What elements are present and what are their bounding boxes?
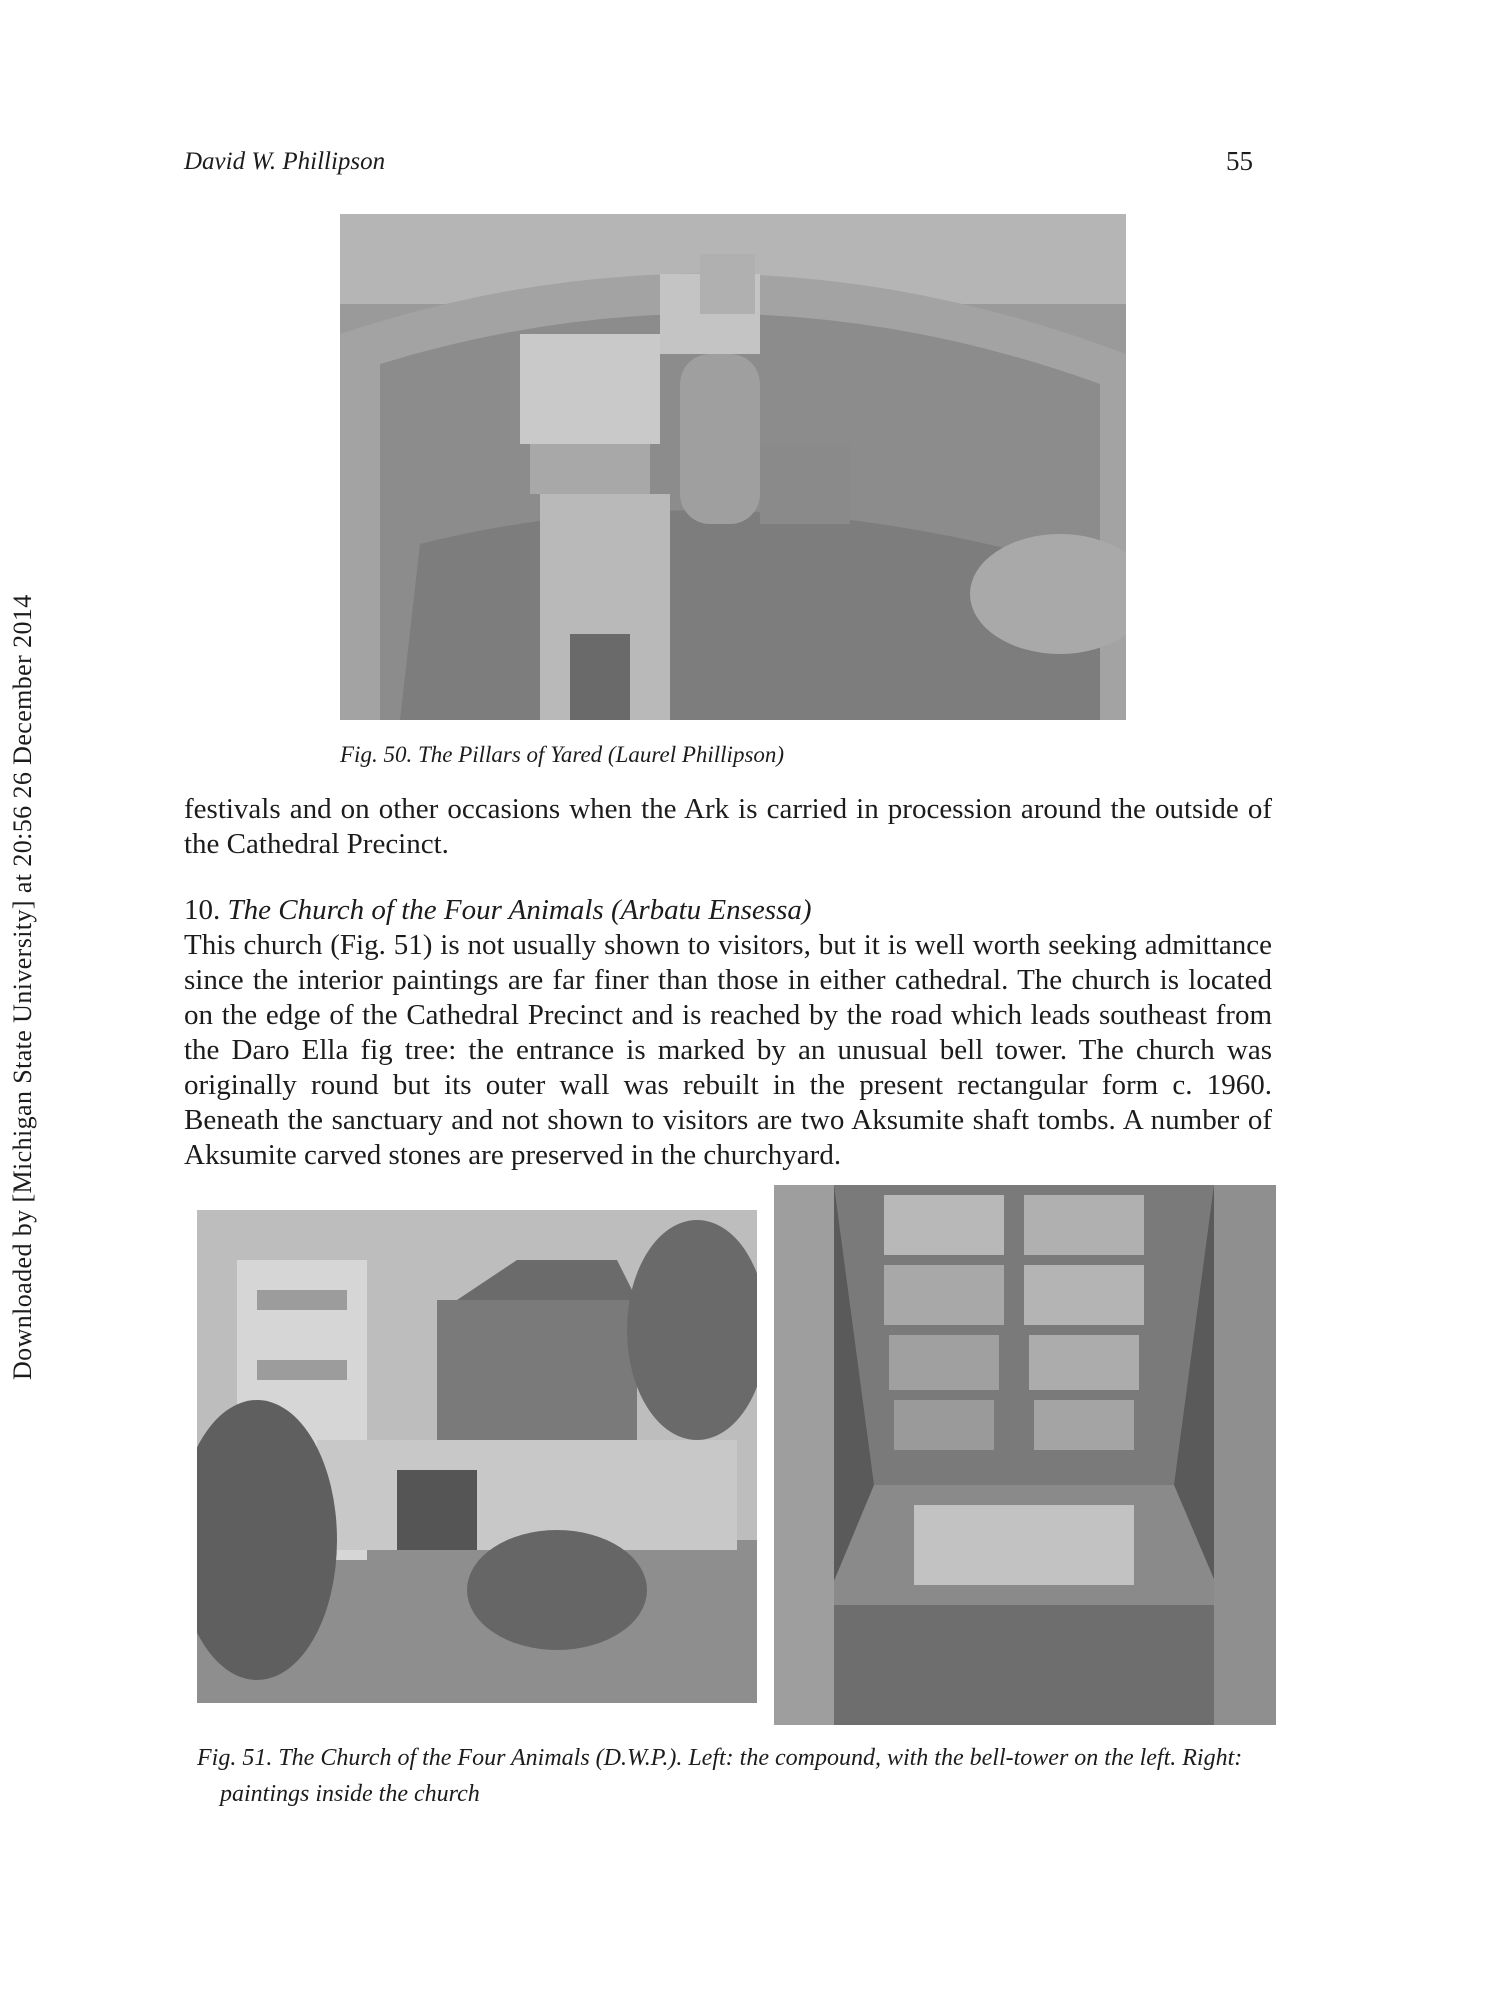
figure-51-caption-line-1: Fig. 51. The Church of the Four Animals (D.W.P.). Left: the compound, with the bell-tower on the left. Right: — [197, 1745, 1243, 1771]
figure-50-photo — [340, 214, 1126, 720]
page-number: 55 — [1226, 146, 1253, 176]
paragraph-text: festivals and on other occasions when the Ark is carried in procession around the outside of the Cathedral Precinct. — [184, 793, 1272, 860]
church-paintings-image — [774, 1185, 1276, 1725]
section-heading — [184, 893, 812, 928]
paragraph-continued — [184, 792, 1272, 862]
section-body-text: This church (Fig. 51) is not usually shown to visitors, but it is well worth seeking admittance since the interior paintings are far finer than those in either cathedral. The church is located on the edge of the Cathedral Precinct and is reached by the road which leads southeast from the Daro Ella fig tree: the entrance is marked by an unusual bell tower. The church was originally round but its outer wall was rebuilt in the present rectangular form c. 1960. Beneath the sanctuary and not shown to visitors are two Aksumite shaft tombs. A number of Aksumite carved stones are preserved in the churchyard. — [184, 929, 1272, 1171]
figure-51-caption-line-2: paintings inside the church — [220, 1781, 480, 1807]
figure-51-left-photo — [197, 1210, 757, 1703]
section-number: 10. — [184, 894, 221, 926]
section-title: The Church of the Four Animals (Arbatu Ensessa) — [227, 894, 812, 926]
section-body — [184, 928, 1272, 1173]
figure-50-caption: Fig. 50. The Pillars of Yared (Laurel Phillipson) — [340, 742, 785, 767]
figure-51-right-photo — [774, 1185, 1276, 1725]
church-compound-image — [197, 1210, 757, 1703]
download-watermark: Downloaded by [Michigan State University] at 20:56 26 December 2014 — [8, 594, 37, 1380]
running-header-author: David W. Phillipson — [184, 148, 386, 175]
pillars-of-yared-image — [340, 214, 1126, 720]
